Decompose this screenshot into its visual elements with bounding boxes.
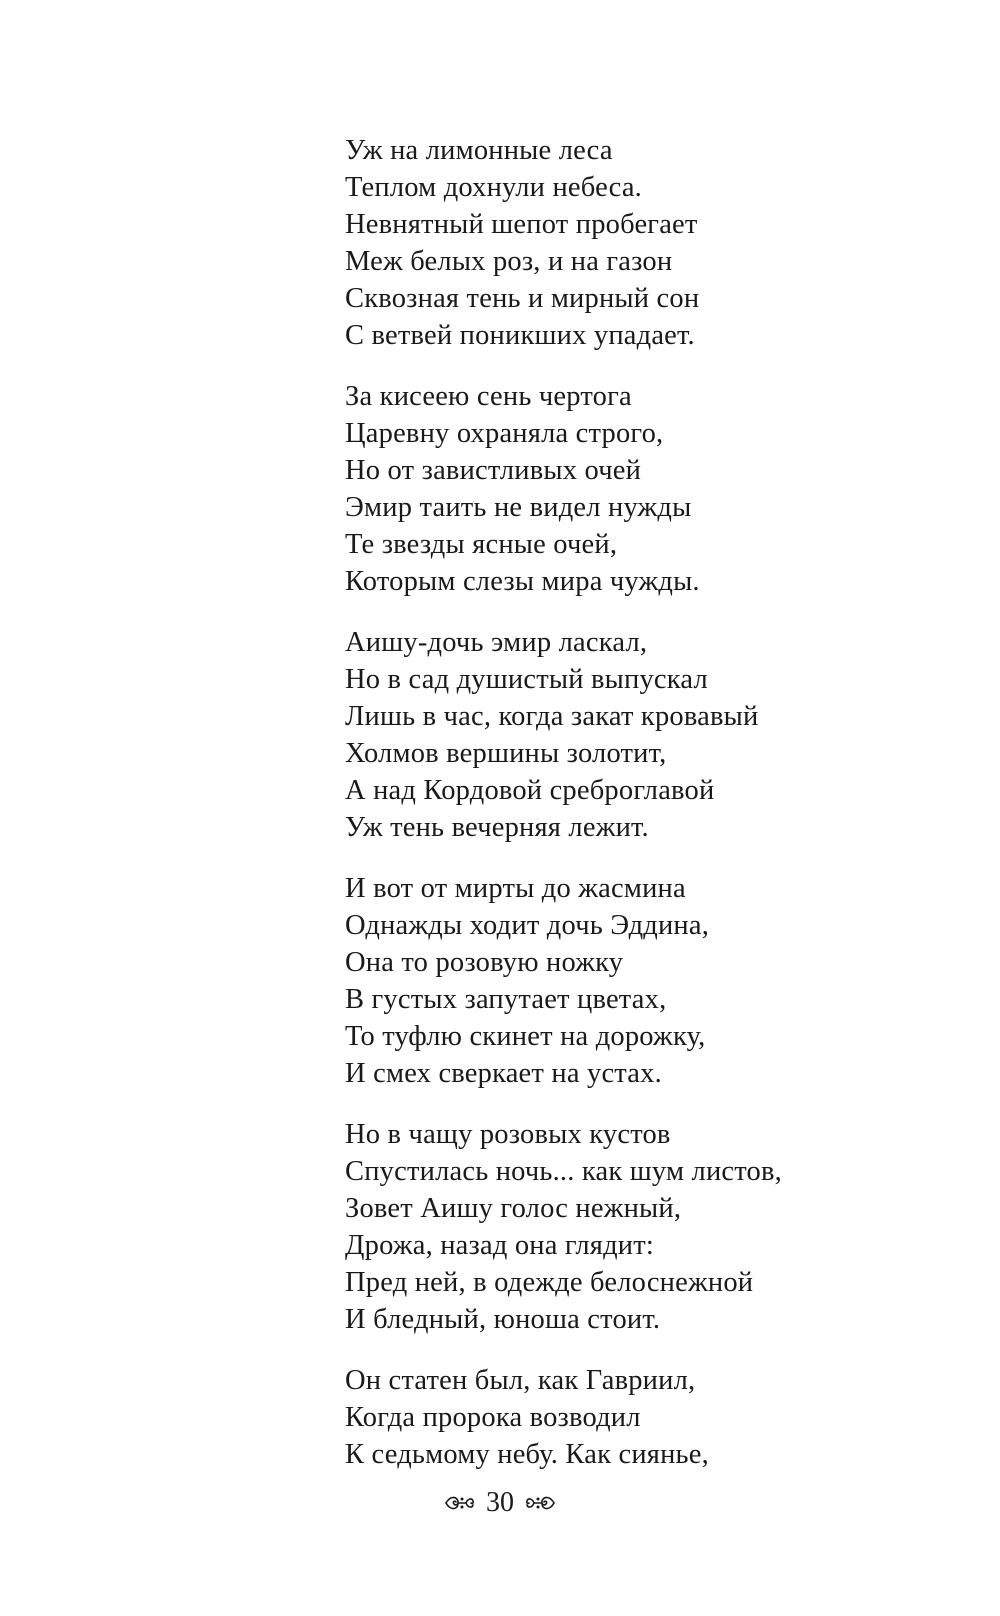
verse-line: Теплом дохнули небеса. — [345, 172, 643, 203]
verse-line: Которым слезы мира чужды. — [345, 566, 700, 597]
verse-line: Холмов вершины золотит, — [345, 738, 667, 769]
verse-line: Дрожа, назад она глядит: — [345, 1230, 655, 1261]
verse-line: Те звезды ясные очей, — [345, 529, 618, 560]
verse-line: Спустилась ночь... как шум листов, — [345, 1156, 782, 1187]
verse-line: Сквозная тень и мирный сон — [345, 283, 700, 314]
verse-line: А над Кордовой среброглавой — [345, 775, 715, 806]
stanza — [345, 378, 782, 600]
flourish-ornament-right-icon — [524, 1492, 556, 1514]
verse-line: Невнятный шепот пробегает — [345, 209, 698, 240]
verse-line: Он статен был, как Гавриил, — [345, 1365, 696, 1396]
verse-line: Но от завистливых очей — [345, 455, 642, 486]
verse-line: Она то розовую ножку — [345, 947, 624, 978]
page-number: 30 — [486, 1487, 514, 1518]
stanza — [345, 870, 782, 1092]
flourish-ornament-left-icon — [444, 1492, 476, 1514]
verse-line: Эмир таить не видел нужды — [345, 492, 692, 523]
verse-line: Царевну охраняла строго, — [345, 418, 664, 449]
poem-text — [345, 132, 782, 1497]
verse-line: То туфлю скинет на дорожку, — [345, 1021, 706, 1052]
stanza — [345, 1116, 782, 1338]
stanza — [345, 624, 782, 846]
verse-line: В густых запутает цветах, — [345, 984, 667, 1015]
verse-line: И смех сверкает на устах. — [345, 1058, 662, 1089]
verse-line: Уж тень вечерняя лежит. — [345, 812, 649, 843]
verse-line: И вот от мирты до жасмина — [345, 873, 686, 904]
verse-line: С ветвей поникших упадает. — [345, 320, 695, 351]
verse-line: И бледный, юноша стоит. — [345, 1304, 661, 1335]
verse-line: Меж белых роз, и на газон — [345, 246, 673, 277]
verse-line: За кисеею сень чертога — [345, 381, 632, 412]
verse-line: Но в чащу розовых кустов — [345, 1119, 671, 1150]
verse-line: Когда пророка возводил — [345, 1402, 641, 1433]
verse-line: Аишу-дочь эмир ласкал, — [345, 627, 648, 658]
stanza — [345, 132, 782, 354]
verse-line: Пред ней, в одежде белоснежной — [345, 1267, 754, 1298]
verse-line: Уж на лимонные леса — [345, 135, 613, 166]
verse-line: Но в сад душистый выпускал — [345, 664, 708, 695]
verse-line: К седьмому небу. Как сиянье, — [345, 1439, 709, 1470]
verse-line: Зовет Аишу голос нежный, — [345, 1193, 682, 1224]
page-footer — [0, 1487, 1000, 1519]
stanza — [345, 1362, 782, 1473]
verse-line: Лишь в час, когда закат кровавый — [345, 701, 759, 732]
verse-line: Однажды ходит дочь Эддина, — [345, 910, 710, 941]
